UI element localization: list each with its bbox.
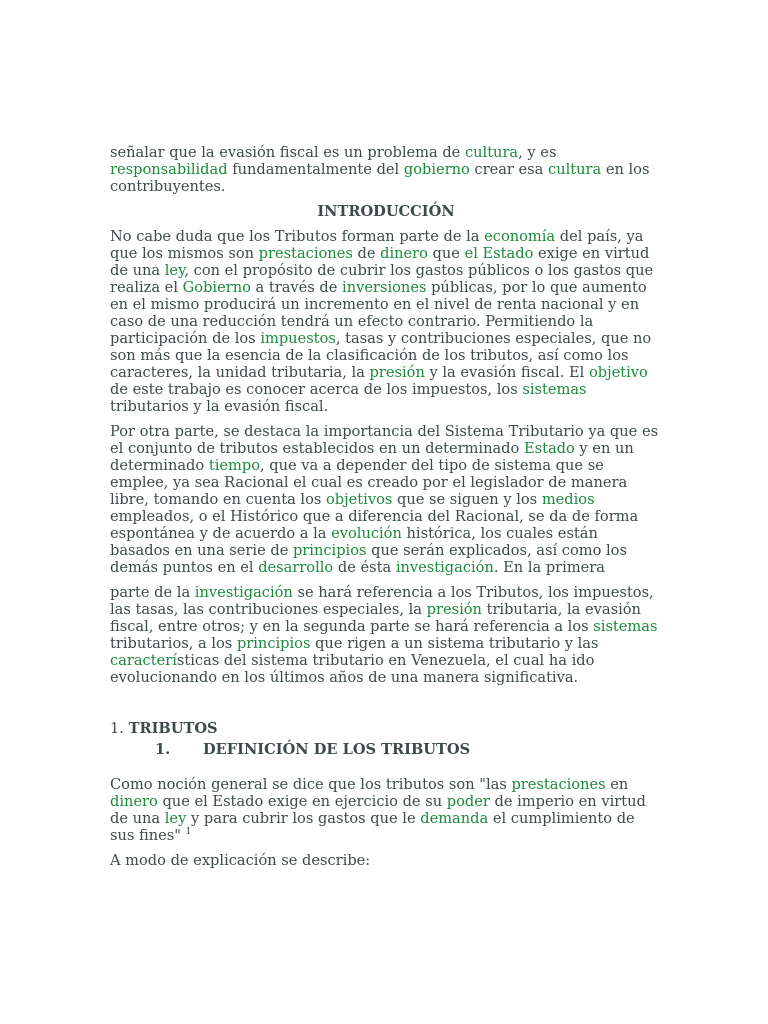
document-page bbox=[110, 144, 662, 877]
footnote-marker[interactable]: 1 bbox=[185, 827, 192, 838]
paragraph-3: parte de la investigación se hará referencia a los Tributos, los impuestos, las tasas, las contribuciones especiales, la presión tributaria, la evasión fiscal, entre otros; y en la segunda parte se hará referencia a los sistemas tributarios, a los principios que rigen a un sistema tributario y las características del sistema tributario en Venezuela, el cual ha ido evolucionando en los últimos años de una manera significativa. bbox=[110, 584, 658, 686]
keyword-link[interactable]: medios bbox=[541, 491, 595, 508]
keyword-link[interactable]: cultura bbox=[548, 161, 602, 178]
intro-paragraph: señalar que la evasión fiscal es un problema de cultura, y es responsabilidad fundamentalmente del gobierno crear esa cultura en los contribuyentes. bbox=[110, 144, 650, 195]
keyword-link[interactable]: presión bbox=[369, 364, 425, 381]
keyword-link[interactable]: demanda bbox=[420, 810, 489, 827]
keyword-link[interactable]: prestaciones bbox=[511, 776, 606, 793]
keyword-link[interactable]: sistemas bbox=[522, 381, 587, 398]
paragraph-4: Como noción general se dice que los tributos son "las prestaciones en dinero que el Estado exige en ejercicio de su poder de imperio en virtud de una ley y para cubrir los gastos que le demanda el cumplimiento de sus fines" $^1$ bbox=[110, 776, 646, 844]
keyword-link[interactable]: sistemas bbox=[593, 618, 658, 635]
paragraph-2: Por otra parte, se destaca la importancia del Sistema Tributario ya que es el conjunto de tributos establecidos en un determinado Estado y en un determinado tiempo, que va a depender del tipo de sistema que se emplee, ya sea Racional el cual es creado por el legislador de manera libre, tomando en cuenta los objetivos que se siguen y los medios empleados, o el Histórico que a diferencia del Racional, se da de forma espontánea y de acuerdo a la evolución histórica, los cuales están basados en una serie de principios que serán explicados, así como los demás puntos en el desarrollo de ésta investigación. En la primera bbox=[110, 423, 659, 576]
keyword-link[interactable]: dinero bbox=[110, 793, 158, 810]
subsection-number: 1. bbox=[155, 741, 171, 758]
keyword-link[interactable]: poder bbox=[446, 793, 490, 810]
paragraph-1: No cabe duda que los Tributos forman parte de la economía del país, ya que los mismos son prestaciones de dinero que el Estado exige en virtud de una ley, con el propósito de cubrir los gastos públicos o los gastos que realiza el Gobierno a través de inversiones públicas, por lo que aumento en el mismo producirá un incremento en el nivel de renta nacional y en caso de una reducción tendrá un efecto contrario. Permitiendo la participación de los impuestos, tasas y contribuciones especiales, que no son más que la esencia de la clasificación de los tributos, así como los caracteres, la unidad tributaria, la presión y la evasión fiscal. El objetivo de este trabajo es conocer acerca de los impuestos, los sistemas tributarios y la evasión fiscal. bbox=[110, 228, 654, 415]
keyword-link[interactable]: Estado bbox=[523, 440, 575, 457]
keyword-link[interactable]: inversiones bbox=[342, 279, 427, 296]
subsection-heading-definicion bbox=[110, 741, 662, 758]
keyword-link[interactable]: presión bbox=[426, 601, 482, 618]
section-title: TRIBUTOS bbox=[128, 720, 218, 737]
keyword-link[interactable]: economía bbox=[484, 228, 556, 245]
keyword-link[interactable]: ley bbox=[164, 810, 187, 827]
keyword-link[interactable]: Gobierno bbox=[182, 279, 251, 296]
keyword-link[interactable]: principios bbox=[292, 542, 367, 559]
keyword-link[interactable]: prestaciones bbox=[258, 245, 353, 262]
keyword-link[interactable]: ley bbox=[164, 262, 185, 279]
paragraph-5: A modo de explicación se describe: bbox=[110, 852, 371, 869]
keyword-link[interactable]: impuestos bbox=[260, 330, 336, 347]
keyword-link[interactable]: caracterí bbox=[110, 652, 177, 669]
keyword-link[interactable]: tiempo bbox=[208, 457, 260, 474]
keyword-link[interactable]: investigación bbox=[194, 584, 293, 601]
section-heading-tributos bbox=[110, 720, 662, 737]
subsection-title: DEFINICIÓN DE LOS TRIBUTOS bbox=[203, 741, 471, 758]
keyword-link[interactable]: investigación bbox=[395, 559, 494, 576]
keyword-link[interactable]: el Estado bbox=[464, 245, 534, 262]
keyword-link[interactable]: objetivos bbox=[326, 491, 393, 508]
keyword-link[interactable]: evolución bbox=[331, 525, 402, 542]
keyword-link[interactable]: gobierno bbox=[403, 161, 470, 178]
introduction-heading: INTRODUCCIÓN bbox=[317, 203, 455, 220]
section-number: 1. bbox=[110, 720, 124, 737]
keyword-link[interactable]: responsabilidad bbox=[110, 161, 228, 178]
keyword-link[interactable]: cultura bbox=[464, 144, 519, 161]
keyword-link[interactable]: objetivo bbox=[588, 364, 648, 381]
keyword-link[interactable]: desarrollo bbox=[258, 559, 334, 576]
keyword-link[interactable]: dinero bbox=[380, 245, 428, 262]
keyword-link[interactable]: principios bbox=[236, 635, 311, 652]
